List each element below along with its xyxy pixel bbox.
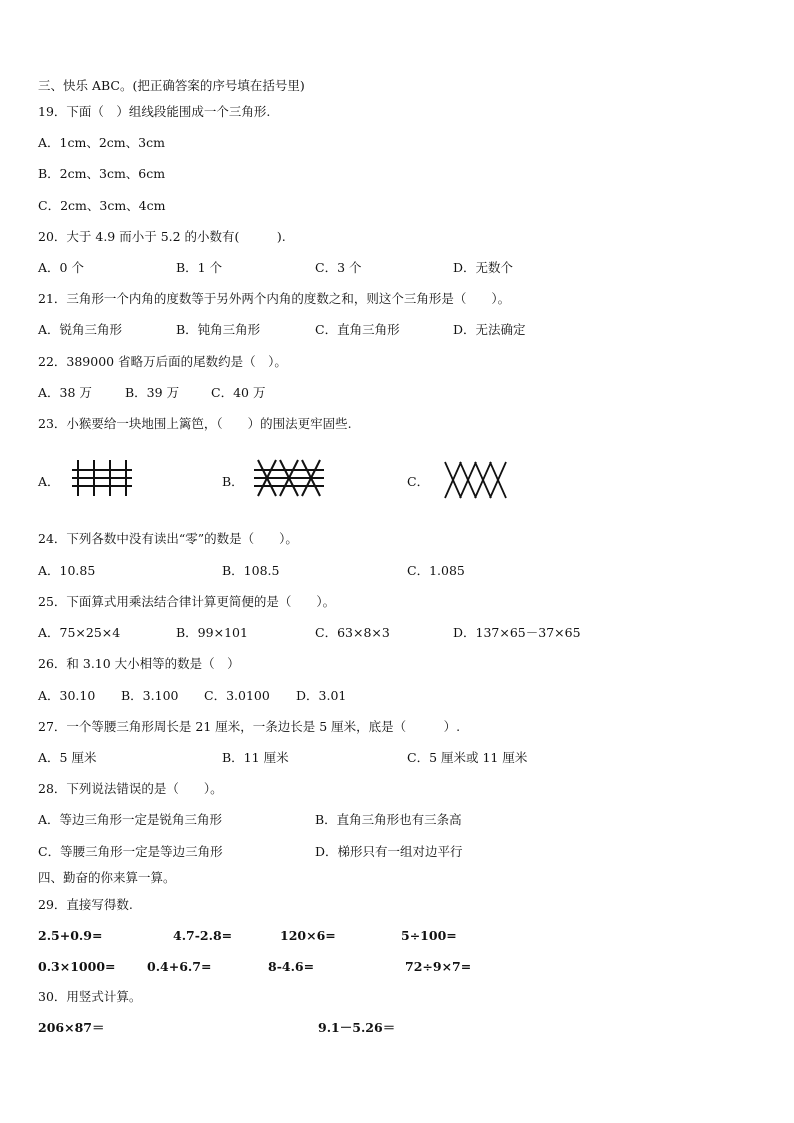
q25-stem: 25．下面算式用乘法结合律计算更简便的是（ ）。: [38, 594, 336, 609]
q20-option-b: B．1 个: [176, 260, 223, 275]
q29-item: 120×6=: [280, 928, 336, 943]
q28-option-b: B．直角三角形也有三条高: [315, 812, 462, 827]
q29-item: 2.5+0.9=: [38, 928, 103, 943]
q21-option-c: C．直角三角形: [315, 322, 400, 337]
q29-item: 4.7-2.8=: [173, 928, 233, 943]
q20-option-c: C．3 个: [315, 260, 362, 275]
q22-option-a: A．38 万: [38, 385, 92, 400]
q29-item: 5÷100=: [401, 928, 457, 943]
q27-option-c: C．5 厘米或 11 厘米: [407, 750, 528, 765]
section4-title: 四、勤奋的你来算一算。: [38, 870, 176, 885]
q29-item: 0.4+6.7=: [147, 959, 212, 974]
q24-option-b: B．108.5: [222, 563, 280, 578]
fence-cross-rail-figure: [252, 458, 326, 498]
q29-item: 0.3×1000=: [38, 959, 116, 974]
q21-option-b: B．钝角三角形: [176, 322, 261, 337]
q28-stem: 28．下列说法错误的是（ ）。: [38, 781, 223, 796]
q22-stem: 22．389000 省略万后面的尾数约是（ ）。: [38, 354, 287, 369]
q20-option-a: A．0 个: [38, 260, 84, 275]
q19-stem: 19．下面（ ）组线段能围成一个三角形.: [38, 104, 271, 119]
q29-stem: 29．直接写得数.: [38, 897, 133, 912]
q21-option-a: A．锐角三角形: [38, 322, 123, 337]
q22-option-c: C．40 万: [211, 385, 266, 400]
q21-option-d: D．无法确定: [453, 322, 526, 337]
q28-option-c: C．等腰三角形一定是等边三角形: [38, 844, 223, 859]
q24-stem: 24．下列各数中没有读出“零”的数是（ ）。: [38, 531, 298, 546]
q25-option-c: C．63×8×3: [315, 625, 390, 640]
q30-item: 206×87＝: [38, 1020, 105, 1035]
q25-option-d: D．137×65－37×65: [453, 625, 581, 640]
q24-option-a: A．10.85: [38, 563, 96, 578]
q19-option-b: B．2cm、3cm、6cm: [38, 166, 166, 181]
q23-option-b-label: B．: [222, 474, 244, 489]
q19-option-c: C．2cm、3cm、4cm: [38, 198, 166, 213]
q27-option-b: B．11 厘米: [222, 750, 289, 765]
q26-option-d: D．3.01: [296, 688, 347, 703]
q26-option-c: C．3.0100: [204, 688, 270, 703]
q30-stem: 30．用竖式计算。: [38, 989, 142, 1004]
q25-option-b: B．99×101: [176, 625, 248, 640]
q26-stem: 26．和 3.10 大小相等的数是（ ）: [38, 656, 240, 671]
q29-item: 8-4.6=: [268, 959, 315, 974]
q27-stem: 27．一个等腰三角形周长是 21 厘米，一条边长是 5 厘米，底是（ ）.: [38, 719, 461, 734]
fence-grid-figure: [70, 458, 134, 498]
q25-option-a: A．75×25×4: [38, 625, 121, 640]
q20-option-d: D．无数个: [453, 260, 514, 275]
q26-option-a: A．30.10: [38, 688, 96, 703]
q23-stem: 23．小猴要给一块地围上篱笆，（ ）的围法更牢固些.: [38, 416, 352, 431]
q26-option-b: B．3.100: [121, 688, 179, 703]
section3-title: 三、快乐 ABC。(把正确答案的序号填在括号里): [38, 78, 305, 93]
q21-stem: 21．三角形一个内角的度数等于另外两个内角的度数之和，则这个三角形是（ ）。: [38, 291, 511, 306]
q23-option-c-label: C．: [407, 474, 430, 489]
q27-option-a: A．5 厘米: [38, 750, 97, 765]
q28-option-a: A．等边三角形一定是锐角三角形: [38, 812, 223, 827]
q29-item: 72÷9×7=: [405, 959, 472, 974]
q30-item: 9.1－5.26＝: [318, 1020, 396, 1035]
q22-option-b: B．39 万: [125, 385, 180, 400]
fence-lattice-figure: [442, 460, 508, 500]
q28-option-d: D．梯形只有一组对边平行: [315, 844, 463, 859]
q24-option-c: C．1.085: [407, 563, 465, 578]
q20-stem: 20．大于 4.9 而小于 5.2 的小数有( ).: [38, 229, 286, 244]
q19-option-a: A．1cm、2cm、3cm: [38, 135, 165, 150]
q23-option-a-label: A．: [38, 474, 60, 489]
